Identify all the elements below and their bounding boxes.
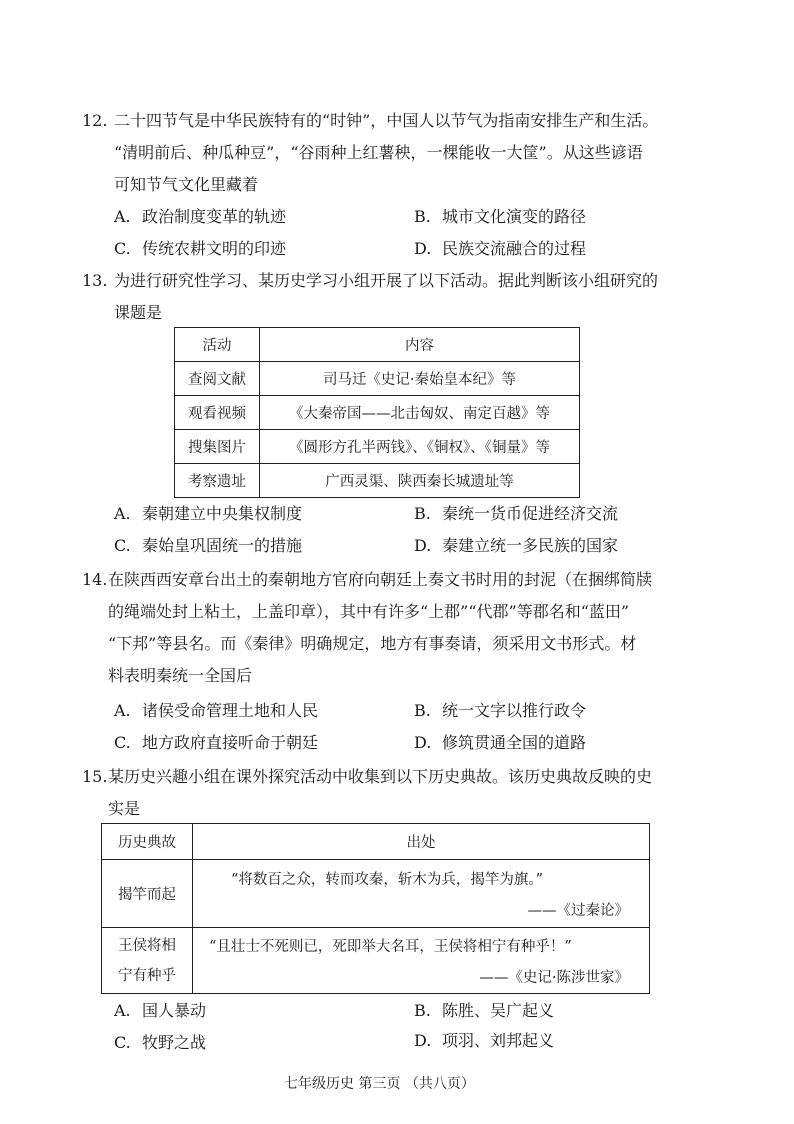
table-cell: 查阅文献 [175,362,260,396]
table-header-row [175,328,580,362]
question-13-stem-line1: 为进行研究性学习、某历史学习小组开展了以下活动。据此判断该小组研究的 [114,271,659,290]
table-cell: 搜集图片 [175,430,260,464]
question-15-allusion-table [101,823,650,994]
table-cell [193,928,650,994]
table-header-cell: 历史典故 [102,824,193,860]
question-14-stem-line2: 的绳端处封上粘土，上盖印章），其中有许多“上郡”“代郡”等郡名和“蓝田” [108,602,630,621]
question-14-option-b[interactable]: B. 统一文字以推行政令 [414,701,587,720]
question-13-activity-table [174,327,580,498]
table-header-cell: 内容 [260,328,580,362]
question-15-number: 15. [82,767,108,786]
question-13-option-d[interactable]: D. 秦建立统一多民族的国家 [414,536,619,555]
question-14-number: 14. [82,570,108,589]
question-12-stem-line3: 可知节气文化里藏着 [114,175,259,194]
table-cell: 司马迁《史记·秦始皇本纪》等 [260,362,580,396]
question-14-stem-line4: 料表明秦统一全国后 [108,666,253,685]
question-14-option-c[interactable]: C. 地方政府直接听命于朝廷 [114,733,319,752]
table-row [175,464,580,498]
table-cell: 揭竿而起 [102,860,193,928]
allusion-name-line2: 宁有种乎 [118,967,176,984]
table-row [102,928,650,994]
question-13-number: 13. [82,271,108,290]
table-row [175,396,580,430]
question-12-number: 12. [82,111,108,130]
question-14-stem-line1: 在陕西西安章台出土的秦朝地方官府向朝廷上奏文书时用的封泥（在捆绑简牍 [108,570,653,589]
question-14-option-a[interactable]: A. 诸侯受命管理土地和人民 [114,701,319,720]
table-cell [193,860,650,928]
question-12-option-a[interactable]: A. 政治制度变革的轨迹 [114,207,287,226]
table-header-cell: 活动 [175,328,260,362]
question-12-option-b[interactable]: B. 城市文化演变的路径 [414,207,587,226]
quote-text: “将数百之众，转而攻秦，斩木为兵，揭竿为旗。” [231,871,544,888]
page-footer: 七年级历史 第三页 （共八页） [284,1076,475,1092]
question-15-option-a[interactable]: A. 国人暴动 [114,1001,207,1020]
table-cell: 《圆形方孔半两钱》、《铜权》、《铜量》等 [260,430,580,464]
table-cell: 考察遗址 [175,464,260,498]
question-12-option-c[interactable]: C. 传统农耕文明的印迹 [114,239,287,258]
table-row [175,362,580,396]
question-15-option-b[interactable]: B. 陈胜、吴广起义 [414,1001,555,1020]
question-12-option-d[interactable]: D. 民族交流融合的过程 [414,239,587,258]
question-15-stem-line1: 某历史兴趣小组在课外探究活动中收集到以下历史典故。该历史典故反映的史 [108,767,653,786]
table-header-cell: 出处 [193,824,650,860]
quote-text: “且壮士不死则已，死即举大名耳，王侯将相宁有种乎！” [209,938,572,955]
question-12-stem-line1: 二十四节气是中华民族特有的“时钟”，中国人以节气为指南安排生产和生活。 [114,111,659,130]
table-row [175,430,580,464]
table-header-row [102,824,650,860]
question-12-stem-line2: “清明前后、种瓜种豆”，“谷雨种上红薯秧，一棵能收一大筐”。从这些谚语 [114,143,643,162]
allusion-name-line1: 王侯将相 [118,937,176,954]
table-cell: 观看视频 [175,396,260,430]
table-cell: 广西灵渠、陕西秦长城遗址等 [260,464,580,498]
question-13-stem-line2: 课题是 [114,303,163,322]
question-13-option-a[interactable]: A. 秦朝建立中央集权制度 [114,504,303,523]
question-15-option-d[interactable]: D. 项羽、刘邦起义 [414,1031,555,1050]
question-15-stem-line2: 实是 [108,799,141,818]
question-15-option-c[interactable]: C. 牧野之战 [114,1033,207,1052]
question-13-option-b[interactable]: B. 秦统一货币促进经济交流 [414,504,619,523]
question-13-option-c[interactable]: C. 秦始皇巩固统一的措施 [114,536,303,555]
table-cell [102,928,193,994]
question-14-option-d[interactable]: D. 修筑贯通全国的道路 [414,733,587,752]
table-row [102,860,650,928]
quote-source: ——《过秦论》 [527,902,629,919]
quote-source: ——《史记·陈涉世家》 [479,969,629,986]
question-14-stem-line3: “下邦”等县名。而《秦律》明确规定，地方有事奏请，须采用文书形式。材 [108,634,637,653]
table-cell: 《大秦帝国——北击匈奴、南定百越》等 [260,396,580,430]
